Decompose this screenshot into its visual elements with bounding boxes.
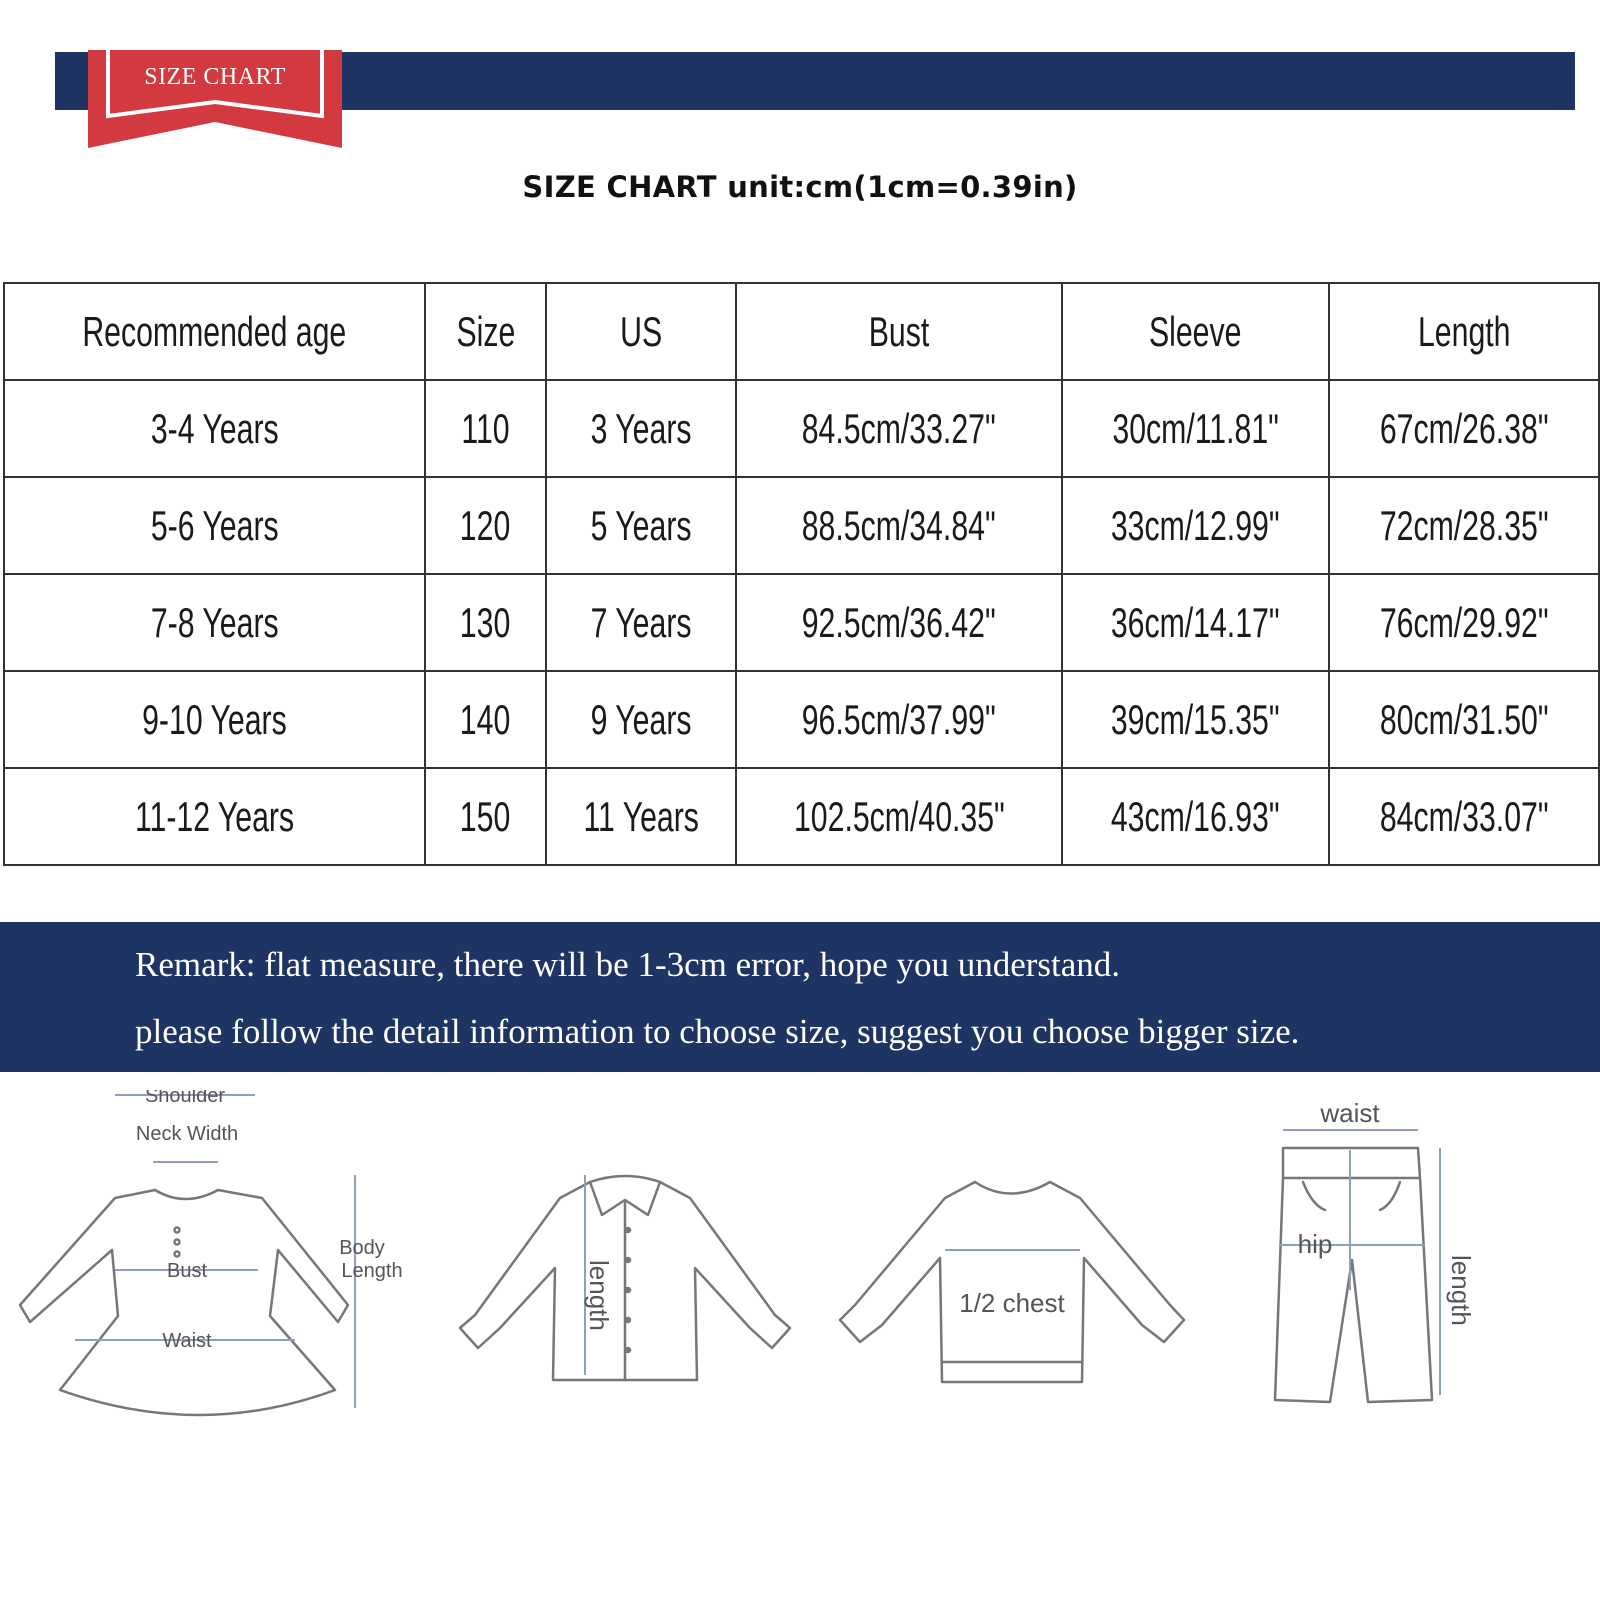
column-header: Recommended age — [4, 283, 425, 380]
column-header: US — [546, 283, 736, 380]
size-chart-badge — [88, 50, 342, 148]
body-label: Body — [339, 1237, 385, 1259]
table-cell: 96.5cm/37.99" — [736, 671, 1062, 768]
table-cell: 110 — [425, 380, 546, 477]
shoulder-label: Shoulder — [144, 1090, 226, 1107]
table-cell: 30cm/11.81" — [1062, 380, 1329, 477]
pants-waist-label: waist — [1320, 1098, 1380, 1128]
sweater-diagram — [840, 1182, 1184, 1382]
column-header: Sleeve — [1062, 283, 1329, 380]
table-cell: 72cm/28.35" — [1329, 477, 1599, 574]
table-row — [4, 671, 1599, 768]
pants-diagram — [1275, 1148, 1432, 1402]
table-header-row — [4, 283, 1599, 380]
table-row — [4, 477, 1599, 574]
table-cell: 39cm/15.35" — [1062, 671, 1329, 768]
table-cell: 9 Years — [546, 671, 736, 768]
table-cell: 102.5cm/40.35" — [736, 768, 1062, 865]
table-row — [4, 380, 1599, 477]
dress-diagram — [20, 1190, 348, 1415]
measurement-diagrams — [0, 1090, 1600, 1450]
table-cell: 5 Years — [546, 477, 736, 574]
table-cell: 33cm/12.99" — [1062, 477, 1329, 574]
table-cell: 7 Years — [546, 574, 736, 671]
table-cell: 80cm/31.50" — [1329, 671, 1599, 768]
table-cell: 84cm/33.07" — [1329, 768, 1599, 865]
neck-width-label: Neck Width — [135, 1123, 239, 1145]
table-cell: 9-10 Years — [4, 671, 425, 768]
table-cell: 5-6 Years — [4, 477, 425, 574]
remark-line-2: please follow the detail information to choose size, suggest you choose bigger size. — [135, 1012, 1300, 1051]
waist-label: Waist — [162, 1330, 212, 1352]
hip-label: hip — [1297, 1229, 1333, 1259]
pants-length-label: length — [1446, 1255, 1476, 1326]
table-cell: 120 — [425, 477, 546, 574]
table-cell: 150 — [425, 768, 546, 865]
table-cell: 3 Years — [546, 380, 736, 477]
table-cell: 11-12 Years — [4, 768, 425, 865]
table-cell: 84.5cm/33.27" — [736, 380, 1062, 477]
column-header: Length — [1329, 283, 1599, 380]
table-cell: 88.5cm/34.84" — [736, 477, 1062, 574]
table-row — [4, 768, 1599, 865]
table-cell: 67cm/26.38" — [1329, 380, 1599, 477]
bust-label: Bust — [166, 1260, 208, 1282]
table-cell: 76cm/29.92" — [1329, 574, 1599, 671]
table-cell: 3-4 Years — [4, 380, 425, 477]
table-cell: 140 — [425, 671, 546, 768]
table-cell: 92.5cm/36.42" — [736, 574, 1062, 671]
table-cell: 7-8 Years — [4, 574, 425, 671]
table-cell: 11 Years — [546, 768, 736, 865]
half-chest-label: 1/2 chest — [959, 1288, 1065, 1318]
chart-subtitle: SIZE CHART unit:cm(1cm=0.39in) — [522, 170, 1078, 204]
size-table — [3, 282, 1600, 866]
remark-line-1: Remark: flat measure, there will be 1-3cm error, hope you understand. — [135, 945, 1121, 984]
badge-label: SIZE CHART — [144, 64, 286, 90]
shirt-diagram — [460, 1176, 790, 1380]
length-label: Length — [341, 1260, 403, 1282]
column-header: Size — [425, 283, 546, 380]
table-row — [4, 574, 1599, 671]
shirt-length-label: length — [584, 1260, 614, 1331]
table-cell: 130 — [425, 574, 546, 671]
column-header: Bust — [736, 283, 1062, 380]
table-cell: 36cm/14.17" — [1062, 574, 1329, 671]
table-cell: 43cm/16.93" — [1062, 768, 1329, 865]
